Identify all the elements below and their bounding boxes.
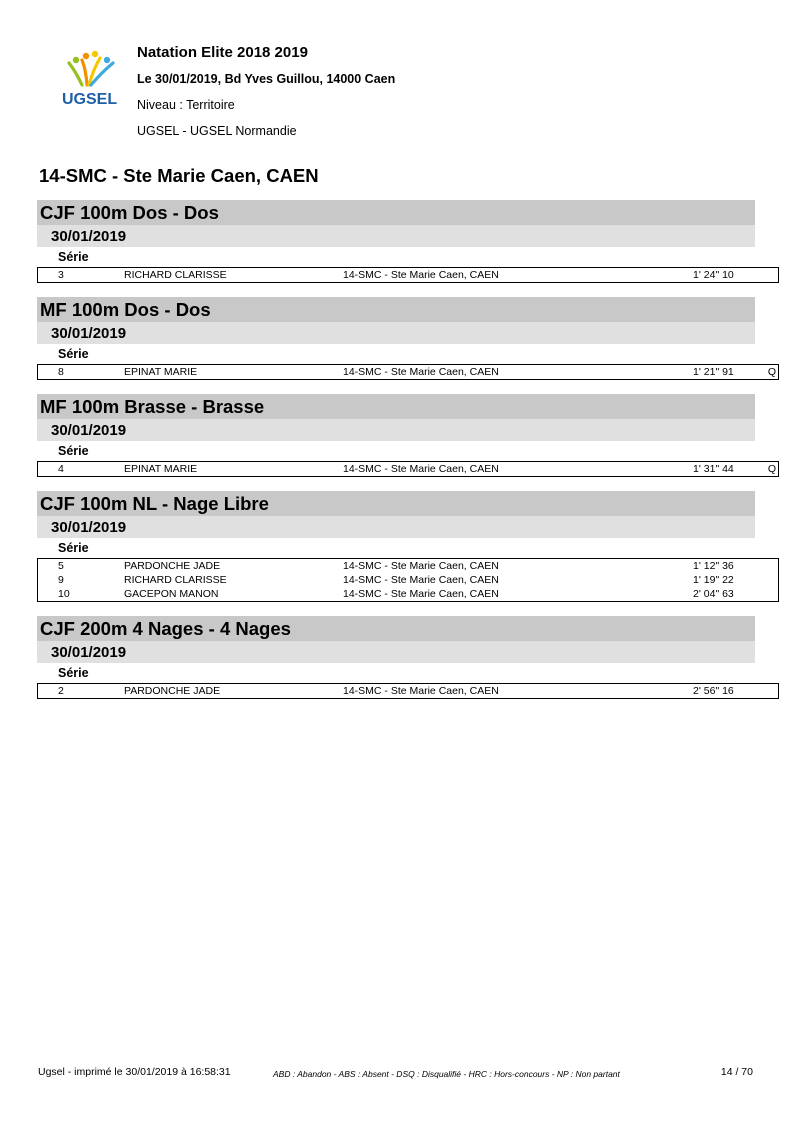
result-name: RICHARD CLARISSE bbox=[124, 269, 227, 281]
result-club: 14-SMC - Ste Marie Caen, CAEN bbox=[343, 560, 499, 572]
footer-printed: Ugsel - imprimé le 30/01/2019 à 16:58:31 bbox=[38, 1066, 231, 1078]
results-table bbox=[37, 558, 779, 602]
event-block bbox=[37, 616, 755, 699]
event-title: CJF 100m NL - Nage Libre bbox=[37, 491, 755, 516]
event-serie-label: Série bbox=[58, 541, 89, 555]
results-table bbox=[37, 683, 779, 699]
result-flag bbox=[761, 587, 779, 602]
footer-legend: ABD : Abandon - ABS : Absent - DSQ : Disqualifié - HRC : Hors-concours - NP : Non partant bbox=[273, 1069, 620, 1079]
result-rank: 10 bbox=[58, 588, 70, 600]
table-row bbox=[38, 587, 779, 602]
results-table bbox=[37, 267, 779, 283]
result-flag bbox=[761, 559, 779, 574]
result-time: 2' 56" 16 bbox=[693, 685, 734, 697]
result-time: 1' 21" 91 bbox=[693, 366, 734, 378]
result-club: 14-SMC - Ste Marie Caen, CAEN bbox=[343, 366, 499, 378]
event-title: MF 100m Dos - Dos bbox=[37, 297, 755, 322]
event-block bbox=[37, 394, 776, 477]
event-title: CJF 200m 4 Nages - 4 Nages bbox=[37, 616, 755, 641]
result-rank: 5 bbox=[58, 560, 64, 572]
table-row bbox=[38, 365, 779, 380]
event-block bbox=[37, 200, 755, 283]
footer-page-number: 14 / 70 bbox=[720, 1066, 753, 1078]
event-date: 30/01/2019 bbox=[37, 225, 755, 247]
event-block bbox=[37, 491, 755, 602]
competition-title: Natation Elite 2018 2019 bbox=[137, 44, 308, 61]
result-club: 14-SMC - Ste Marie Caen, CAEN bbox=[343, 574, 499, 586]
result-name: GACEPON MANON bbox=[124, 588, 219, 600]
result-flag: Q bbox=[767, 463, 776, 475]
result-rank: 4 bbox=[58, 463, 64, 475]
ugsel-logo-graphic bbox=[60, 50, 126, 110]
table-row bbox=[38, 462, 779, 477]
event-date: 30/01/2019 bbox=[37, 419, 755, 441]
result-name: EPINAT MARIE bbox=[124, 366, 198, 378]
result-name: RICHARD CLARISSE bbox=[124, 574, 227, 586]
event-serie-label: Série bbox=[58, 444, 89, 458]
result-time: 1' 12" 36 bbox=[693, 560, 734, 572]
result-time: 1' 24" 10 bbox=[693, 269, 734, 281]
results-table bbox=[37, 461, 779, 477]
table-row bbox=[38, 559, 779, 574]
event-title: CJF 100m Dos - Dos bbox=[37, 200, 755, 225]
result-flag bbox=[761, 573, 779, 587]
table-row bbox=[38, 684, 779, 699]
result-rank: 3 bbox=[58, 269, 64, 281]
result-rank: 9 bbox=[58, 574, 64, 586]
result-flag: Q bbox=[767, 366, 776, 378]
result-time: 1' 19" 22 bbox=[693, 574, 734, 586]
event-date: 30/01/2019 bbox=[37, 322, 755, 344]
events-list bbox=[37, 200, 776, 713]
result-rank: 8 bbox=[58, 366, 64, 378]
event-serie-label: Série bbox=[58, 666, 89, 680]
table-row bbox=[38, 573, 779, 587]
competition-organization: UGSEL - UGSEL Normandie bbox=[137, 124, 297, 138]
event-date: 30/01/2019 bbox=[37, 641, 755, 663]
result-flag bbox=[761, 684, 779, 699]
result-flag bbox=[761, 268, 779, 283]
event-date: 30/01/2019 bbox=[37, 516, 755, 538]
result-rank: 2 bbox=[58, 685, 64, 697]
club-title: 14-SMC - Ste Marie Caen, CAEN bbox=[39, 165, 319, 186]
competition-level: Niveau : Territoire bbox=[137, 98, 235, 112]
event-title: MF 100m Brasse - Brasse bbox=[37, 394, 755, 419]
competition-date-place: Le 30/01/2019, Bd Yves Guillou, 14000 Caen bbox=[137, 72, 396, 86]
result-club: 14-SMC - Ste Marie Caen, CAEN bbox=[343, 269, 499, 281]
logo-text: UGSEL bbox=[62, 91, 118, 108]
result-club: 14-SMC - Ste Marie Caen, CAEN bbox=[343, 463, 499, 475]
results-table bbox=[37, 364, 779, 380]
event-block bbox=[37, 297, 776, 380]
result-name: PARDONCHE JADE bbox=[124, 560, 221, 572]
result-time: 2' 04" 63 bbox=[693, 588, 734, 600]
event-serie-label: Série bbox=[58, 347, 89, 361]
result-club: 14-SMC - Ste Marie Caen, CAEN bbox=[343, 685, 499, 697]
result-name: PARDONCHE JADE bbox=[124, 685, 221, 697]
event-serie-label: Série bbox=[58, 250, 89, 264]
result-club: 14-SMC - Ste Marie Caen, CAEN bbox=[343, 588, 499, 600]
ugsel-logo bbox=[60, 50, 126, 110]
result-time: 1' 31" 44 bbox=[693, 463, 734, 475]
table-row bbox=[38, 268, 779, 283]
result-name: EPINAT MARIE bbox=[124, 463, 198, 475]
